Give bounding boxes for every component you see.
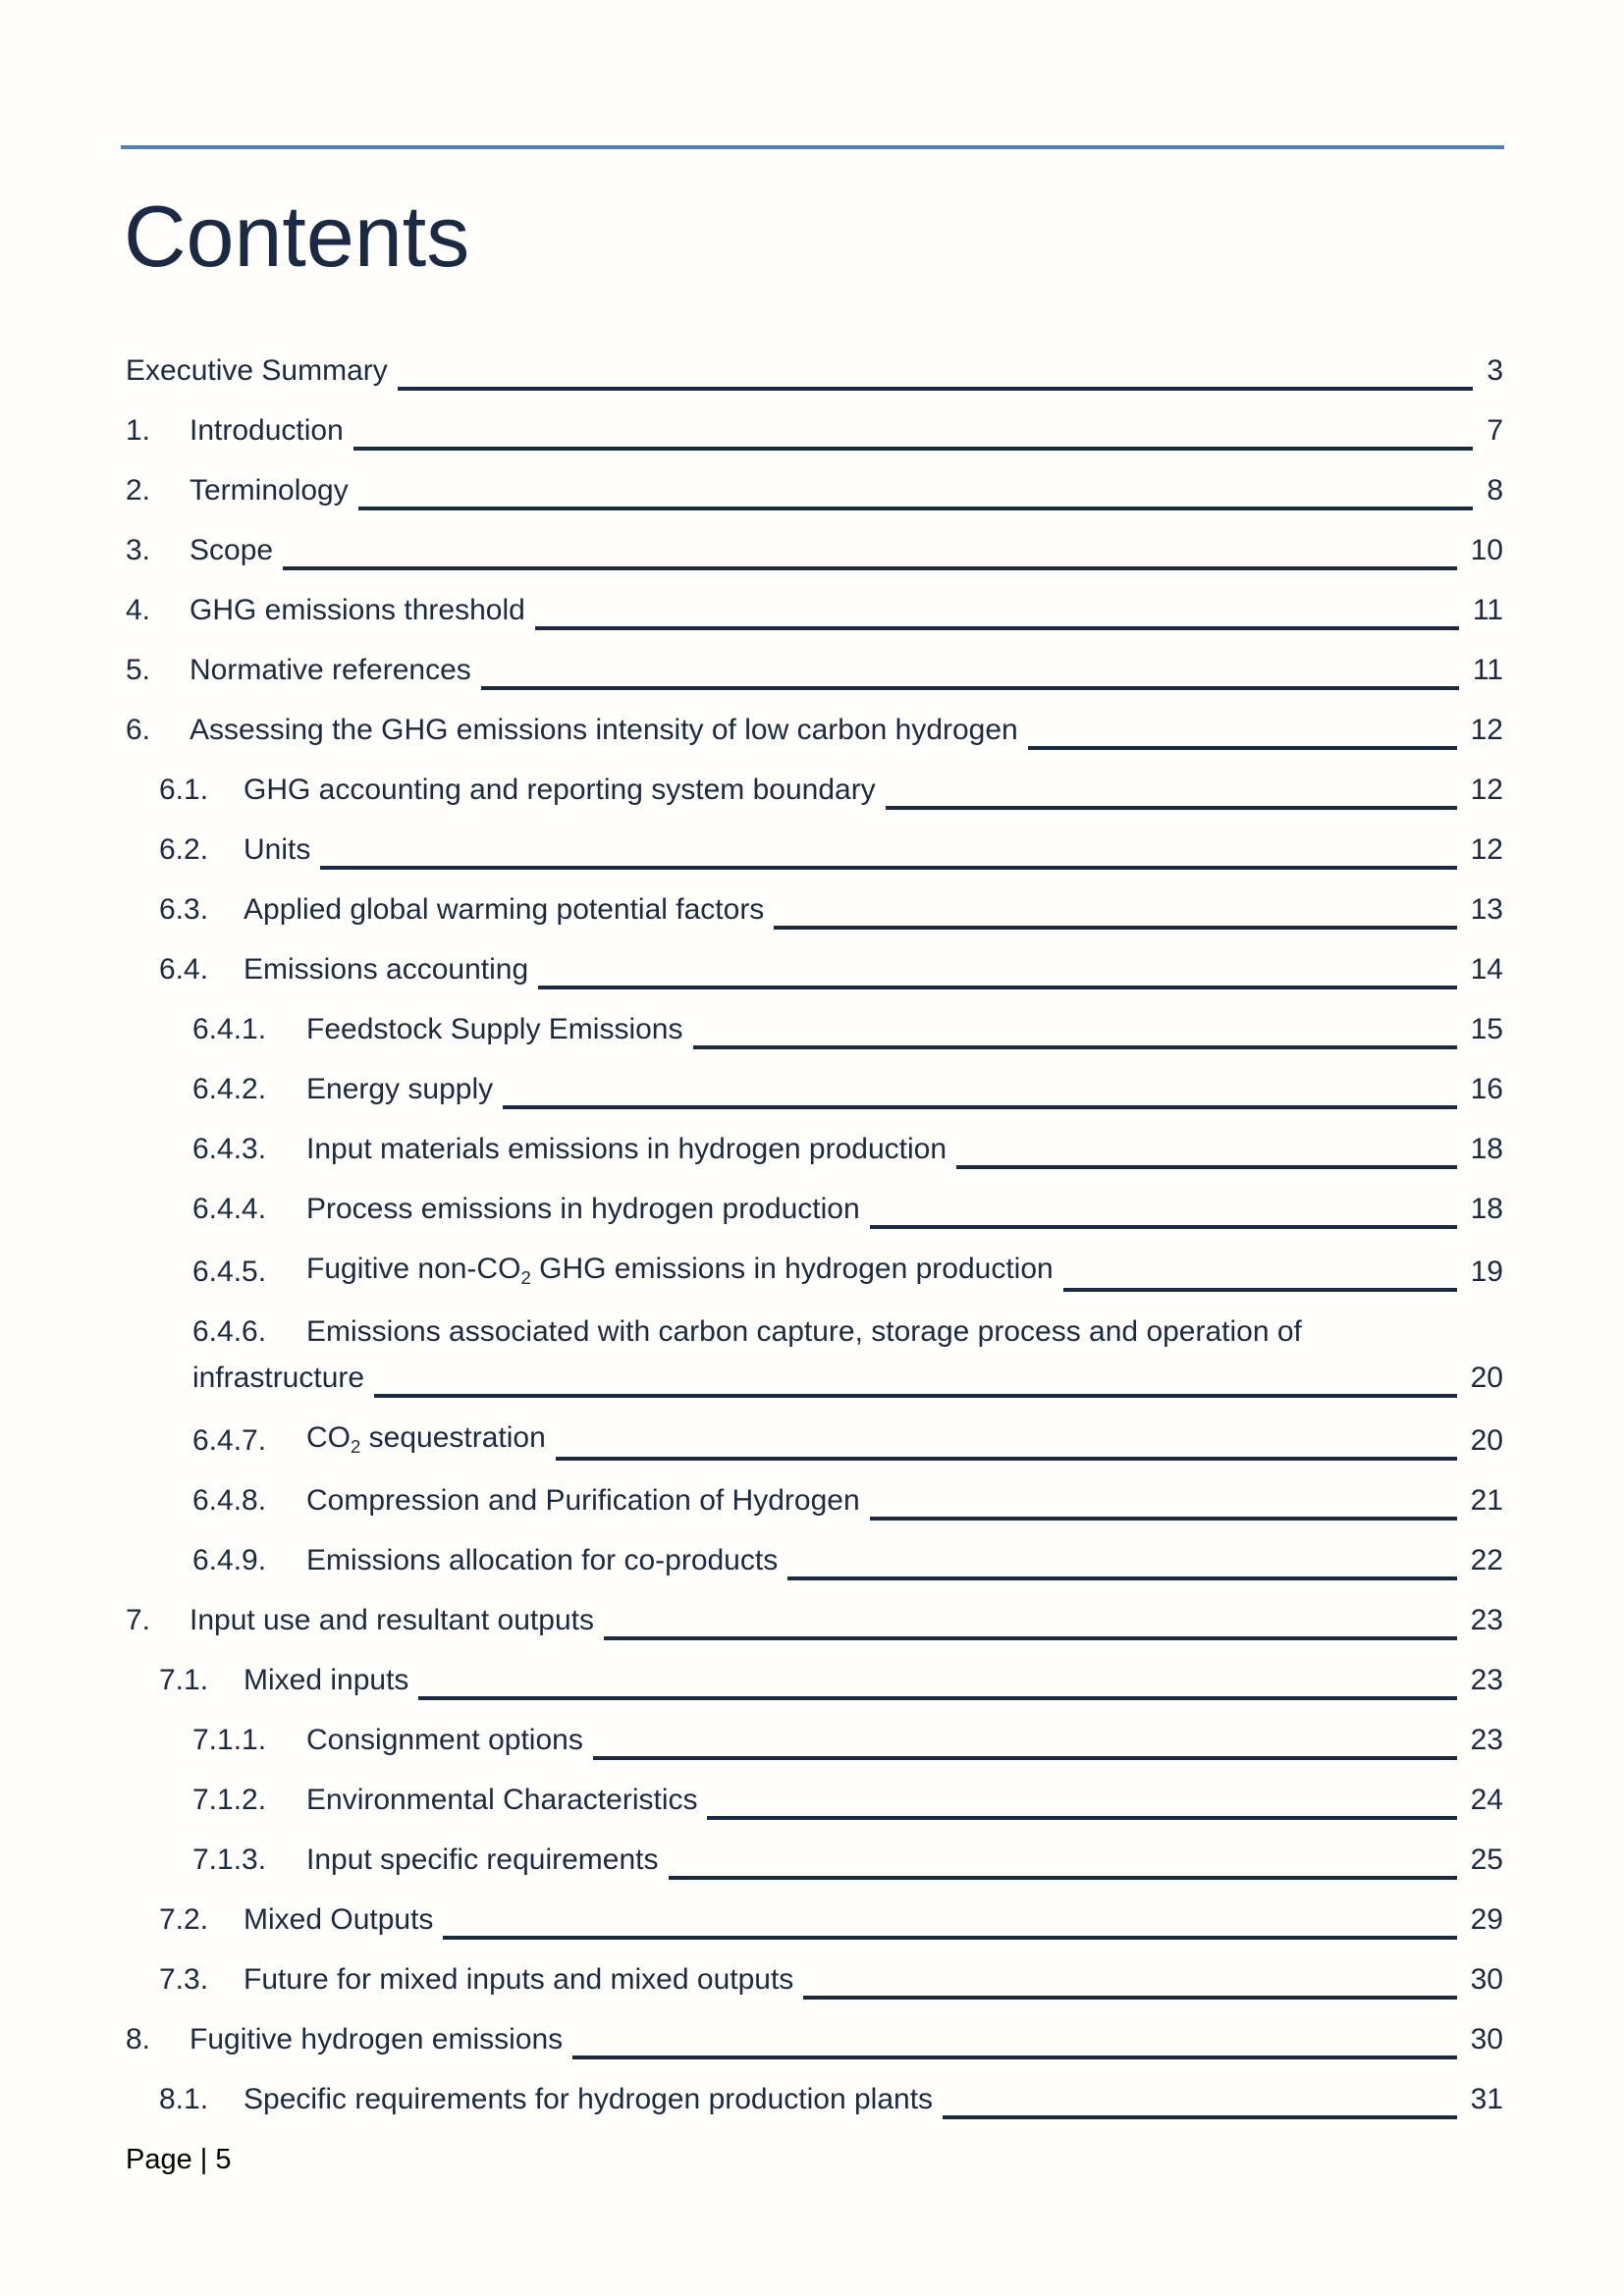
toc-leader: [886, 806, 1457, 810]
toc-leader: [535, 626, 1459, 630]
toc-entry-number: 5.: [126, 654, 151, 686]
toc-entry[interactable]: [126, 1070, 1503, 1109]
toc-entry[interactable]: [126, 711, 1503, 750]
toc-entry[interactable]: [126, 890, 1503, 930]
toc-entry-label: Environmental Characteristics: [306, 1784, 698, 1816]
toc-page-number: 31: [1470, 2083, 1503, 2115]
toc-entry-label: Compression and Purification of Hydrogen: [306, 1484, 860, 1517]
toc-entry-label: Scope: [189, 534, 274, 566]
toc-page-number: 16: [1470, 1073, 1503, 1105]
toc-page-number: 10: [1470, 534, 1503, 566]
toc-entry-label: Emissions allocation for co-products: [306, 1544, 779, 1576]
toc-leader: [803, 1996, 1456, 2000]
toc-leader: [774, 926, 1456, 930]
toc-entry-number: 6.3.: [159, 893, 209, 926]
toc-entry[interactable]: [126, 1661, 1503, 1700]
toc-entry-number: 6.4.8.: [192, 1484, 267, 1517]
toc-entry-number: 6.4.5.: [192, 1255, 267, 1288]
toc-entry[interactable]: [126, 1960, 1503, 2000]
toc-entry-number: 6.4.: [159, 953, 209, 986]
toc-entry[interactable]: [126, 591, 1503, 630]
toc-entry-number: 8.1.: [159, 2083, 209, 2115]
toc-entry-number: 7.2.: [159, 1903, 209, 1936]
toc-leader: [443, 1936, 1456, 1940]
toc-entry[interactable]: [126, 830, 1503, 870]
toc-leader: [707, 1816, 1456, 1820]
toc-page-number: 25: [1470, 1843, 1503, 1876]
toc-page-number: 20: [1470, 1424, 1503, 1457]
toc-leader: [503, 1105, 1457, 1109]
toc-leader: [1063, 1288, 1457, 1292]
toc-leader: [1028, 746, 1457, 750]
toc-entry-label: Future for mixed inputs and mixed outputs: [244, 1963, 794, 1996]
toc-page-number: 18: [1470, 1133, 1503, 1165]
toc-entry-label: Mixed inputs: [244, 1664, 409, 1696]
subscript-2: 2: [351, 1436, 361, 1458]
toc-page-number: 29: [1470, 1903, 1503, 1936]
table-of-contents: [126, 351, 1503, 2140]
toc-entry-label: Process emissions in hydrogen production: [306, 1193, 860, 1225]
toc-page-number: 21: [1470, 1484, 1503, 1517]
toc-entry-label: Mixed Outputs: [244, 1903, 434, 1936]
toc-entry-label: Units: [244, 833, 311, 866]
toc-page-number: 12: [1470, 774, 1503, 806]
toc-entry[interactable]: [126, 1841, 1503, 1880]
toc-entry-number: 6.4.6.: [192, 1315, 267, 1348]
subscript-2: 2: [520, 1267, 531, 1289]
toc-entry-label: Emissions accounting: [244, 953, 529, 986]
toc-entry-number: 6.1.: [159, 774, 209, 806]
toc-entry-label: Fugitive non-$CO_2$ GHG emissions in hydrogen production: [306, 1253, 1054, 1289]
toc-entry[interactable]: [126, 1190, 1503, 1229]
toc-entry[interactable]: [126, 1900, 1503, 1940]
toc-page-number: 20: [1470, 1362, 1503, 1394]
toc-entry-label: GHG emissions threshold: [189, 594, 525, 626]
toc-entry[interactable]: [126, 1481, 1503, 1521]
toc-leader: [358, 507, 1474, 510]
toc-page-number: 18: [1470, 1193, 1503, 1225]
toc-entry-number: 6.4.7.: [192, 1424, 267, 1457]
toc-leader: [283, 566, 1457, 570]
toc-leader: [320, 866, 1456, 870]
toc-entry[interactable]: [126, 411, 1503, 451]
toc-leader: [870, 1517, 1457, 1521]
toc-leader: [374, 1394, 1457, 1398]
toc-entry[interactable]: [126, 651, 1503, 690]
toc-entry-number: 7.3.: [159, 1963, 209, 1996]
toc-page-number: 23: [1470, 1664, 1503, 1696]
toc-leader: [418, 1696, 1456, 1700]
toc-leader: [398, 387, 1474, 391]
toc-entry-number: 3.: [126, 534, 151, 566]
toc-entry-number: 7.: [126, 1604, 151, 1636]
toc-entry[interactable]: [126, 1312, 1503, 1398]
toc-entry[interactable]: [126, 1721, 1503, 1760]
toc-leader: [353, 447, 1474, 451]
toc-entry-line1: [192, 1312, 1503, 1352]
toc-page-number: 8: [1487, 474, 1503, 507]
toc-entry-number: 6.4.2.: [192, 1073, 267, 1105]
toc-leader: [870, 1225, 1457, 1229]
toc-page-number: 23: [1470, 1724, 1503, 1756]
toc-page-number: 11: [1472, 654, 1503, 686]
toc-entry-number: 7.1.3.: [192, 1843, 267, 1876]
toc-entry-label: Specific requirements for hydrogen production plants: [244, 2083, 934, 2115]
toc-leader: [669, 1876, 1457, 1880]
toc-entry[interactable]: [126, 1601, 1503, 1640]
toc-entry-number: 2.: [126, 474, 151, 507]
toc-leader: [481, 686, 1459, 690]
toc-page-number: 14: [1470, 953, 1503, 986]
toc-entry-label: Input materials emissions in hydrogen production: [306, 1133, 947, 1165]
toc-entry[interactable]: [126, 950, 1503, 989]
toc-page-number: 12: [1470, 714, 1503, 746]
toc-entry-number: 6.4.4.: [192, 1193, 267, 1225]
page-title: Contents: [124, 187, 470, 285]
toc-entry-label: Assessing the GHG emissions intensity of low carbon hydrogen: [189, 714, 1018, 746]
toc-entry-label: Applied global warming potential factors: [244, 893, 765, 926]
toc-entry-label: Terminology: [189, 474, 349, 507]
toc-entry[interactable]: [126, 1250, 1503, 1292]
toc-entry-number: 7.1.: [159, 1664, 209, 1696]
toc-entry-label: Feedstock Supply Emissions: [306, 1013, 683, 1045]
toc-page-number: 30: [1470, 2023, 1503, 2056]
toc-entry[interactable]: [126, 1541, 1503, 1580]
toc-leader: [593, 1756, 1457, 1760]
toc-entry[interactable]: [126, 771, 1503, 810]
toc-entry-line2: [192, 1359, 1503, 1398]
toc-entry-number: 6.4.1.: [192, 1013, 267, 1045]
toc-entry[interactable]: [126, 1781, 1503, 1820]
toc-leader: [787, 1576, 1456, 1580]
toc-entry-number: 4.: [126, 594, 151, 626]
toc-page-number: 13: [1470, 893, 1503, 926]
toc-entry-number: 1.: [126, 414, 151, 447]
toc-entry[interactable]: [126, 2020, 1503, 2059]
toc-leader: [604, 1636, 1457, 1640]
toc-leader: [956, 1165, 1457, 1169]
toc-entry-label: Energy supply: [306, 1073, 494, 1105]
toc-page-number: 7: [1487, 414, 1503, 447]
toc-entry[interactable]: [126, 2080, 1503, 2119]
header-rule: [121, 145, 1504, 149]
toc-entry-label: Executive Summary: [126, 354, 388, 387]
toc-page-number: 11: [1472, 594, 1503, 626]
toc-entry-number: 6.: [126, 714, 151, 746]
toc-entry-number: 6.4.3.: [192, 1133, 267, 1165]
toc-entry[interactable]: [126, 471, 1503, 510]
toc-page-number: 30: [1470, 1963, 1503, 1996]
toc-page-number: 3: [1487, 354, 1503, 387]
toc-entry-number: 8.: [126, 2023, 151, 2056]
toc-page-number: 22: [1470, 1544, 1503, 1576]
toc-entry-label: Input use and resultant outputs: [189, 1604, 594, 1636]
toc-entry-number: 7.1.2.: [192, 1784, 267, 1816]
toc-entry-label: $CO_2$ sequestration: [306, 1421, 546, 1458]
page-footer: Page | 5: [126, 2144, 232, 2175]
toc-entry[interactable]: [126, 1130, 1503, 1169]
toc-leader: [572, 2056, 1456, 2059]
toc-entry[interactable]: [126, 1010, 1503, 1049]
toc-entry-label: GHG accounting and reporting system boundary: [244, 774, 876, 806]
toc-leader: [943, 2115, 1457, 2119]
toc-leader: [556, 1457, 1457, 1461]
toc-entry-number: 7.1.1.: [192, 1724, 267, 1756]
toc-leader: [693, 1045, 1457, 1049]
toc-entry-label: Fugitive hydrogen emissions: [189, 2023, 564, 2056]
toc-entry[interactable]: [126, 1418, 1503, 1461]
toc-entry-label: Emissions associated with carbon capture, storage process and operation of: [306, 1315, 1302, 1348]
toc-page-number: 12: [1470, 833, 1503, 866]
toc-entry-label: infrastructure: [192, 1362, 365, 1394]
toc-entry-label: Consignment options: [306, 1724, 583, 1756]
toc-entry[interactable]: [126, 351, 1503, 391]
toc-entry-number: 6.2.: [159, 833, 209, 866]
toc-page-number: 19: [1470, 1255, 1503, 1288]
toc-leader: [538, 986, 1456, 989]
toc-entry-label: Introduction: [189, 414, 344, 447]
toc-entry-label: Normative references: [189, 654, 471, 686]
toc-entry-label: Input specific requirements: [306, 1843, 659, 1876]
toc-page-number: 15: [1470, 1013, 1503, 1045]
toc-page-number: 23: [1470, 1604, 1503, 1636]
toc-entry[interactable]: [126, 531, 1503, 570]
toc-page-number: 24: [1470, 1784, 1503, 1816]
toc-entry-number: 6.4.9.: [192, 1544, 267, 1576]
